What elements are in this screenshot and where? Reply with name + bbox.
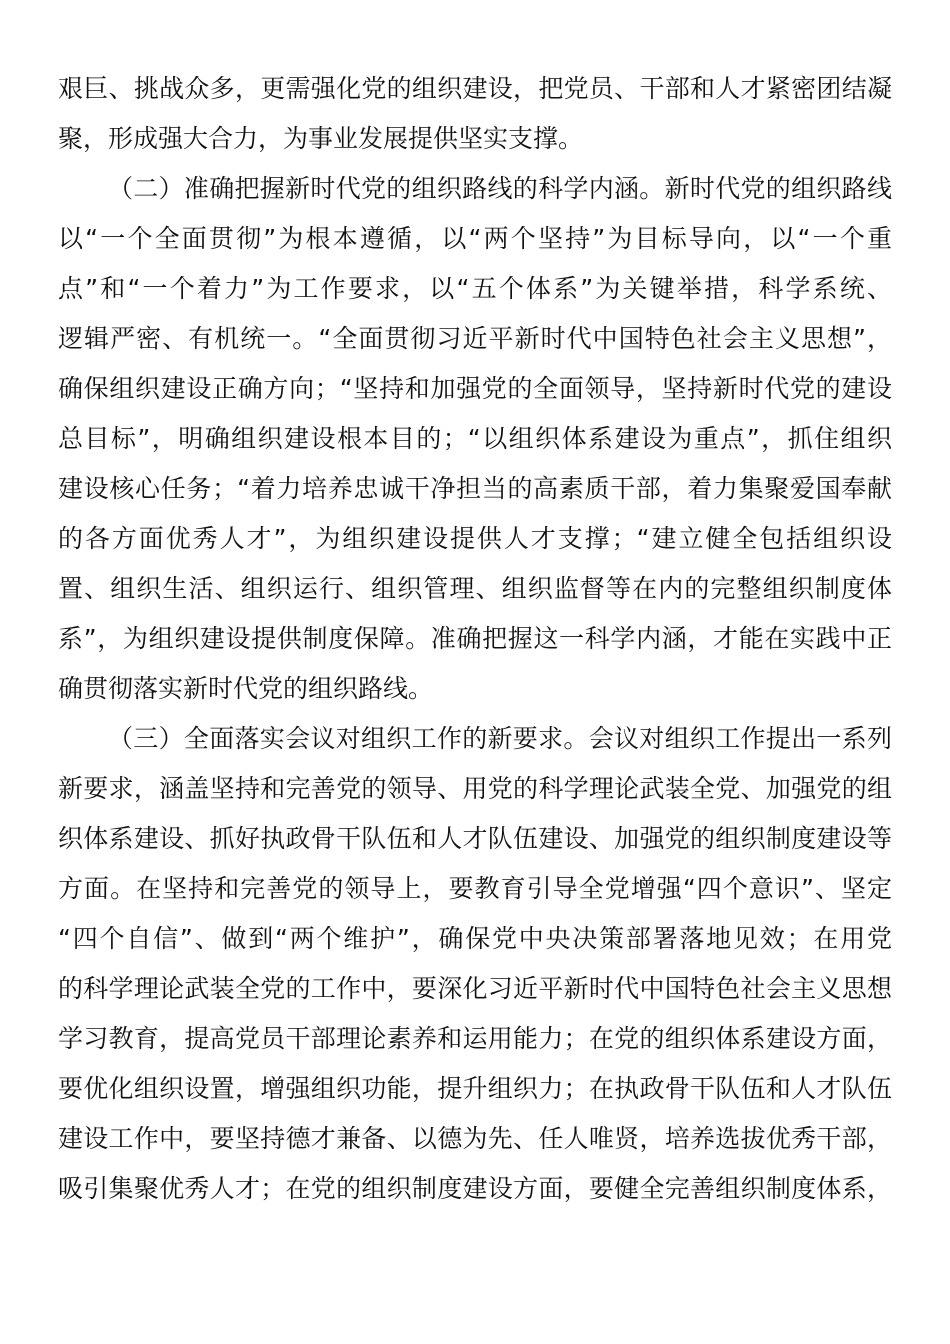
text-line: 点”和“一个着力”为工作要求，以“五个体系”为关键举措，科学系统、 <box>58 274 892 303</box>
text-line: 建设工作中，要坚持德才兼备、以德为先、任人唯贤，培养选拔优秀干部， <box>58 1124 892 1153</box>
text-line: 织体系建设、抓好执政骨干队伍和人才队伍建设、加强党的组织制度建设等 <box>58 824 892 853</box>
paragraph-heading-line: （三）全面落实会议对组织工作的新要求。会议对组织工作提出一系列 <box>108 724 892 753</box>
text-line: 的科学理论武装全党的工作中，要深化习近平新时代中国特色社会主义思想 <box>58 974 892 1003</box>
text-line: 聚，形成强大合力，为事业发展提供坚实支撑。 <box>58 124 584 153</box>
text-line: 艰巨、挑战众多，更需强化党的组织建设，把党员、干部和人才紧密团结凝 <box>58 74 892 103</box>
text-line: 方面。在坚持和完善党的领导上，要教育引导全党增强“四个意识”、坚定 <box>58 874 892 903</box>
text-line: 总目标”，明确组织建设根本目的；“以组织体系建设为重点”，抓住组织 <box>58 424 892 453</box>
text-line: 逻辑严密、有机统一。“全面贯彻习近平新时代中国特色社会主义思想”， <box>58 324 892 353</box>
text-line: 确贯彻落实新时代党的组织路线。 <box>58 674 434 703</box>
text-line: 新要求，涵盖坚持和完善党的领导、用党的科学理论武装全党、加强党的组 <box>58 774 892 803</box>
text-line: 以“一个全面贯彻”为根本遵循，以“两个坚持”为目标导向，以“一个重 <box>58 224 892 253</box>
text-line: 学习教育，提高党员干部理论素养和运用能力；在党的组织体系建设方面， <box>58 1024 892 1053</box>
text-line: 系”，为组织建设提供制度保障。准确把握这一科学内涵，才能在实践中正 <box>58 624 892 653</box>
text-line: 要优化组织设置，增强组织功能，提升组织力；在执政骨干队伍和人才队伍 <box>58 1074 892 1103</box>
paragraph-heading-line: （二）准确把握新时代党的组织路线的科学内涵。新时代党的组织路线 <box>108 174 892 203</box>
text-line: 确保组织建设正确方向；“坚持和加强党的全面领导，坚持新时代党的建设 <box>58 374 892 403</box>
text-line: 建设核心任务；“着力培养忠诚干净担当的高素质干部，着力集聚爱国奉献 <box>58 474 892 503</box>
text-line: “四个自信”、做到“两个维护”，确保党中央决策部署落地见效；在用党 <box>58 924 892 953</box>
text-line: 的各方面优秀人才”，为组织建设提供人才支撑；“建立健全包括组织设 <box>58 524 892 553</box>
text-line: 吸引集聚优秀人才；在党的组织制度建设方面，要健全完善组织制度体系， <box>58 1174 892 1203</box>
text-line: 置、组织生活、组织运行、组织管理、组织监督等在内的完整组织制度体 <box>58 574 892 603</box>
